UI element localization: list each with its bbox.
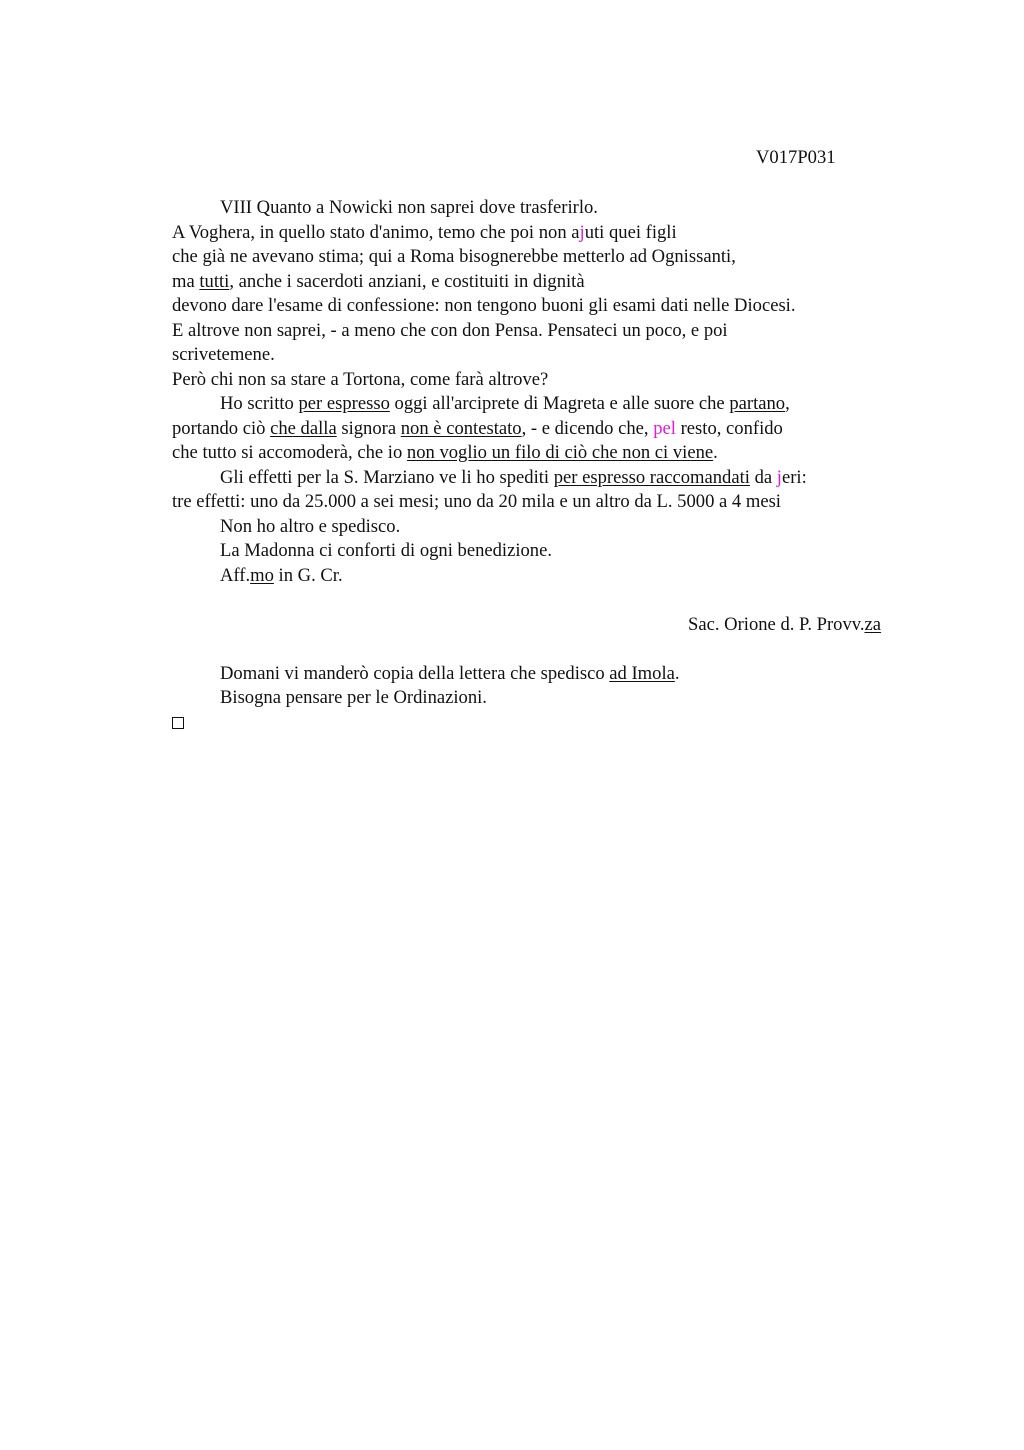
- text-run: ma: [172, 270, 200, 292]
- letter-line: [172, 515, 892, 540]
- text-run: resto, confido: [675, 417, 783, 439]
- underlined-text: mo: [250, 564, 274, 586]
- postscript-line: [172, 686, 892, 711]
- letter-line: [172, 368, 892, 393]
- text-run: oggi all'arciprete di Magreta e alle suore che: [389, 393, 730, 414]
- text-run: che tutto si accomoderà, che io: [172, 442, 407, 463]
- text-run: Sac. Orione d. P. Provv.: [688, 613, 865, 635]
- text-run: Aff.: [220, 564, 251, 586]
- text-run: devono dare l'esame di confessione: non tengono buoni gli esami dati nelle Diocesi.: [172, 295, 796, 316]
- signature: [172, 613, 892, 638]
- text-run: Però chi non sa stare a Tortona, come farà altrove?: [172, 368, 549, 390]
- text-run: VIII Quanto a Nowicki non saprei dove trasferirlo.: [220, 197, 598, 218]
- letter-line: [172, 270, 892, 295]
- blank-line: [172, 637, 892, 662]
- text-run: che già ne avevano stima; qui a Roma bisognerebbe metterlo ad Ognissanti,: [172, 246, 736, 267]
- letter-line: [172, 196, 892, 221]
- text-run: portando ciò: [172, 417, 271, 439]
- text-run: scrivetemene.: [172, 344, 275, 365]
- text-run: Non ho altro e spedisco.: [220, 515, 401, 537]
- text-run: Bisogna pensare per le Ordinazioni.: [220, 687, 487, 708]
- letter-line: [172, 319, 892, 344]
- text-run: Gli effetti per la S. Marziano ve li ho spediti: [220, 466, 554, 488]
- letter-line: [172, 392, 892, 417]
- text-run: uti quei figli: [584, 221, 677, 243]
- letter-line: [172, 441, 892, 466]
- underlined-text: per espresso: [298, 393, 390, 414]
- highlighted-text: j: [579, 221, 585, 243]
- underlined-text: tutti: [199, 270, 230, 292]
- text-run: da: [749, 466, 777, 488]
- text-run: .: [713, 442, 718, 463]
- underlined-text: za: [864, 613, 881, 635]
- letter-line: [172, 343, 892, 368]
- underlined-text: partano: [729, 393, 786, 414]
- postscript-line: [172, 662, 892, 687]
- letter-line: [172, 539, 892, 564]
- square-box-icon: [172, 717, 184, 729]
- text-run: La Madonna ci conforti di ogni benedizione.: [220, 540, 553, 561]
- text-run: A Voghera, in quello stato d'animo, temo che poi non a: [172, 221, 580, 243]
- underlined-text: non è contestato: [400, 417, 522, 439]
- underlined-text: ad Imola: [609, 662, 675, 684]
- blank-line: [172, 588, 892, 613]
- text-run: signora: [336, 417, 401, 439]
- letter-line: [172, 466, 892, 491]
- text-run: E altrove non saprei, - a meno che con don Pensa. Pensateci un poco, e poi: [172, 319, 728, 341]
- text-run: Ho scritto: [220, 393, 299, 414]
- underlined-text: che dalla: [270, 417, 337, 439]
- letter-line: [172, 417, 892, 442]
- letter-line: [172, 294, 892, 319]
- text-run: , - e dicendo che,: [521, 417, 654, 439]
- text-run: .: [674, 662, 680, 684]
- highlighted-text: j: [776, 466, 782, 488]
- letter-line: [172, 245, 892, 270]
- underlined-text: per espresso raccomandati: [553, 466, 750, 488]
- letter-body: [172, 196, 892, 735]
- highlighted-text: pel: [653, 417, 676, 439]
- end-mark-line: [172, 711, 892, 736]
- text-run: , anche i sacerdoti anziani, e costituiti in dignità: [229, 270, 585, 292]
- text-run: ,: [785, 393, 790, 414]
- text-run: eri:: [781, 466, 807, 488]
- letter-line: [172, 564, 892, 589]
- text-run: Domani vi manderò copia della lettera che spedisco: [220, 662, 610, 684]
- letter-line: [172, 221, 892, 246]
- letter-line: [172, 490, 892, 515]
- document-id: V017P031: [756, 147, 836, 168]
- text-run: tre effetti: uno da 25.000 a sei mesi; uno da 20 mila e un altro da L. 5000 a 4 mesi: [172, 491, 781, 512]
- text-run: in G. Cr.: [273, 564, 343, 586]
- underlined-text: non voglio un filo di ciò che non ci viene: [406, 442, 714, 463]
